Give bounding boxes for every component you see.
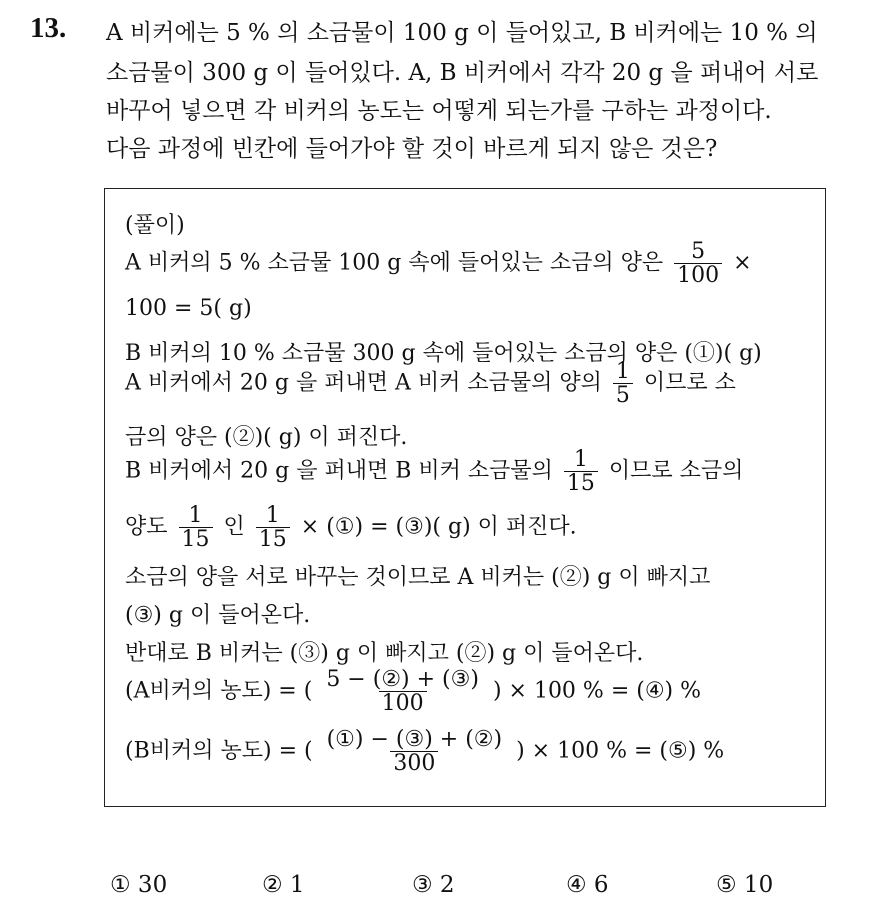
fraction-denominator: 15 <box>564 471 598 495</box>
concentration-a-tail: ) × 100 % = (④) % <box>492 678 702 704</box>
question-number: 13. <box>30 12 67 44</box>
solution-line-9: (③) g 이 들어온다. <box>125 603 311 628</box>
solution-line-7-b: 인 <box>223 514 245 540</box>
question-line-2: 소금물이 300 g 이 들어있다. A, B 비커에서 각각 20 g 을 퍼내어 서로 <box>106 60 819 86</box>
fraction-numerator: 5 − (②) + (③) <box>326 667 479 692</box>
fraction-denominator: 5 <box>613 383 633 407</box>
fraction-numerator: 1 <box>615 359 630 384</box>
fraction-1-over-15 <box>564 448 598 495</box>
solution-line-1-tail: × <box>733 250 752 276</box>
concentration-b-label: (B비커의 농도) = ( <box>125 738 313 764</box>
fraction-denominator: 15 <box>256 527 290 551</box>
solution-line-11 <box>125 668 701 715</box>
choice-2[interactable]: ② 1 <box>262 872 305 898</box>
fraction-denominator: 100 <box>379 691 427 715</box>
solution-line-4-tail: 이므로 소 <box>643 370 736 396</box>
fraction-numerator: 1 <box>265 503 280 528</box>
fraction-numerator: (①) − (③) + (②) <box>326 727 503 752</box>
solution-line-8: 소금의 양을 서로 바꾸는 것이므로 A 비커는 (②) g 이 빠지고 <box>125 565 711 590</box>
fraction-numerator: 1 <box>188 503 203 528</box>
fraction-denominator: 300 <box>390 751 438 775</box>
solution-line-6-tail: 이므로 소금의 <box>608 458 744 484</box>
fraction-1-over-15 <box>179 504 213 551</box>
question-line-3: 바꾸어 넣으면 각 비커의 농도는 어떻게 되는가를 구하는 과정이다. <box>106 98 772 124</box>
fraction-denominator: 100 <box>674 263 722 287</box>
solution-line-10: 반대로 B 비커는 (③) g 이 빠지고 (②) g 이 들어온다. <box>125 641 644 666</box>
fraction-numerator: 1 <box>573 447 588 472</box>
solution-line-6 <box>125 448 743 495</box>
fraction-concentration-b <box>324 728 506 775</box>
solution-line-1-text: A 비커의 5 % 소금물 100 g 속에 들어있는 소금의 양은 <box>125 250 664 276</box>
fraction-concentration-a <box>323 668 482 715</box>
solution-line-3: B 비커의 10 % 소금물 300 g 속에 들어있는 소금의 양은 (①)( g) <box>125 341 762 366</box>
solution-line-4-text: A 비커에서 20 g 을 퍼내면 A 비커 소금물의 양의 <box>125 370 602 396</box>
solution-line-7-c: × (①) = (③)( g) 이 퍼진다. <box>300 514 577 540</box>
solution-line-2: 100 = 5( g) <box>125 296 252 321</box>
choice-1[interactable]: ① 30 <box>110 872 168 898</box>
concentration-b-tail: ) × 100 % = (⑤) % <box>516 738 725 764</box>
fraction-1-over-15 <box>256 504 290 551</box>
solution-line-6-text: B 비커에서 20 g 을 퍼내면 B 비커 소금물의 <box>125 458 553 484</box>
fraction-numerator: 5 <box>691 239 706 264</box>
question-line-1: A 비커에는 5 % 의 소금물이 100 g 이 들어있고, B 비커에는 10 % 의 <box>106 20 818 46</box>
solution-line-5: 금의 양은 (②)( g) 이 퍼진다. <box>125 425 408 450</box>
solution-line-1 <box>125 240 752 287</box>
choice-3[interactable]: ③ 2 <box>412 872 455 898</box>
choice-4[interactable]: ④ 6 <box>566 872 609 898</box>
solution-line-7-a: 양도 <box>125 514 168 540</box>
solution-line-7 <box>125 504 577 551</box>
solution-heading: (풀이) <box>125 213 185 238</box>
question-line-4: 다음 과정에 빈칸에 들어가야 할 것이 바르게 되지 않은 것은? <box>106 136 718 162</box>
fraction-5-over-100 <box>674 240 722 287</box>
solution-line-4 <box>125 360 736 407</box>
choice-5[interactable]: ⑤ 10 <box>716 872 774 898</box>
concentration-a-label: (A비커의 농도) = ( <box>125 678 313 704</box>
fraction-denominator: 15 <box>179 527 213 551</box>
solution-line-12 <box>125 728 724 775</box>
fraction-1-over-5 <box>613 360 633 407</box>
